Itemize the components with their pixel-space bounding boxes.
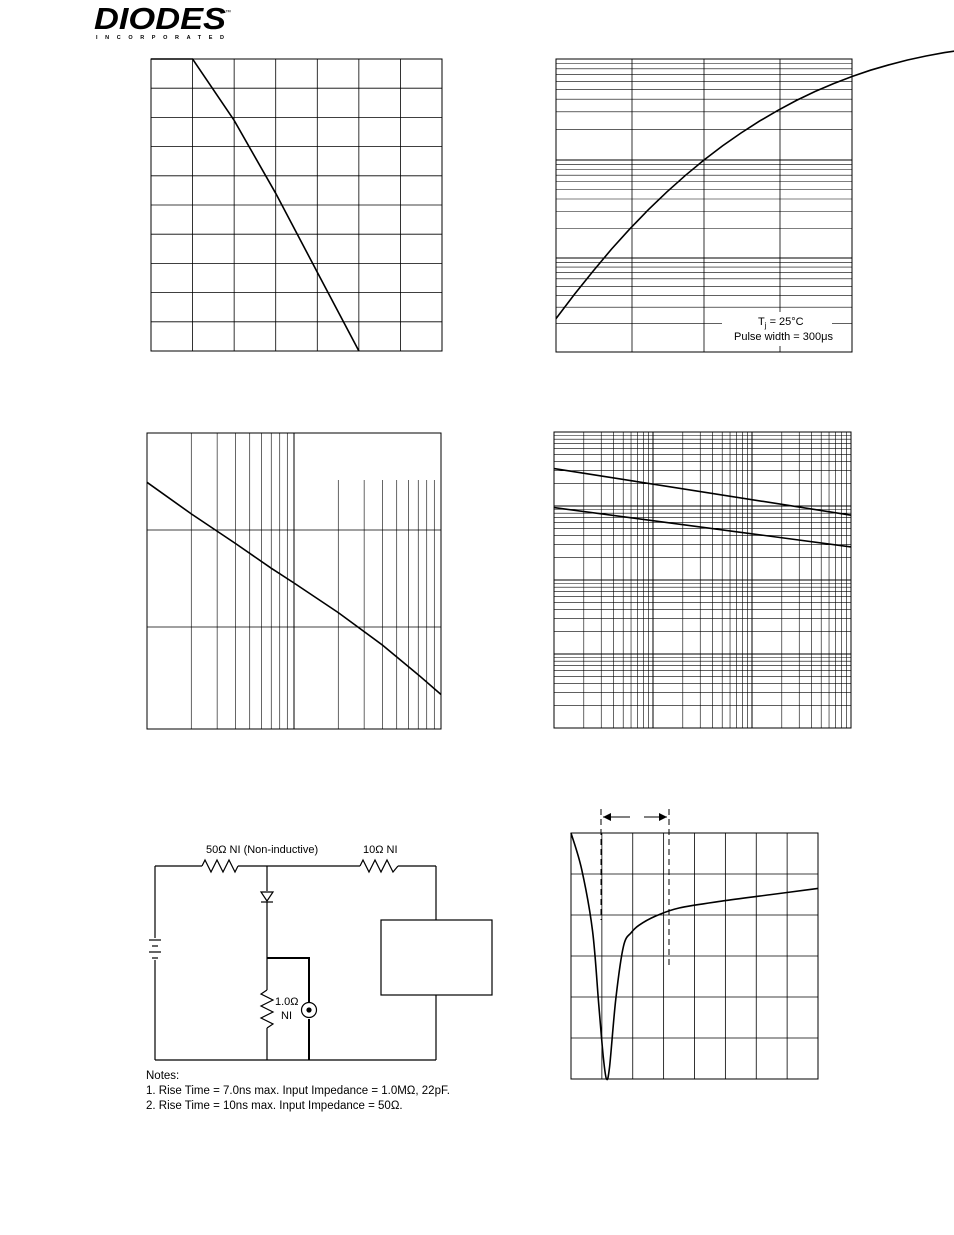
resistor-1ohm-sublabel: NI <box>281 1010 292 1022</box>
resistor-10ohm <box>360 860 398 872</box>
resistor-1ohm-label: 1.0Ω <box>275 996 299 1008</box>
chart-5-reverse-recovery-waveform <box>571 809 818 1080</box>
reverse-recovery-test-circuit <box>149 860 492 1060</box>
dut-diode-icon <box>261 892 273 901</box>
legend-tj-prefix: $T_j = 25^\circ C$ <box>758 316 804 330</box>
oscilloscope-box <box>381 920 492 995</box>
series-line-2 <box>554 508 851 547</box>
chart-4-log-log-curves <box>554 432 851 728</box>
chart-2-forward-characteristics <box>556 50 954 352</box>
logo-subtext: INCORPORATED <box>96 35 224 41</box>
resistor-50ohm-label: 50Ω NI (Non-inductive) <box>206 844 319 856</box>
resistor-50ohm <box>202 860 238 872</box>
notes-line-1: 1. Rise Time = 7.0ns max. Input Impedance = 1.0MΩ, 22pF. <box>146 1085 450 1097</box>
legend-pulse-width: Pulse width = 300μs <box>734 331 833 343</box>
chart-3-log-x-curve <box>147 433 441 729</box>
logo-mark: ™ <box>225 10 231 16</box>
trr-arrowhead-right <box>659 813 667 821</box>
bnc-connector-center <box>307 1008 311 1012</box>
logo-text: DIODES <box>94 2 227 36</box>
resistor-10ohm-label: 10Ω NI <box>363 844 398 856</box>
test-notes <box>146 1069 450 1114</box>
notes-title: Notes: <box>146 1070 180 1082</box>
resistor-1ohm <box>261 990 273 1028</box>
chart-1-derating-curve <box>151 59 442 351</box>
notes-line-2: 2. Rise Time = 10ns max. Input Impedance = 50Ω. <box>146 1100 403 1112</box>
trr-arrowhead-left <box>603 813 611 821</box>
series-line-1 <box>554 469 851 516</box>
series-line <box>556 50 954 319</box>
